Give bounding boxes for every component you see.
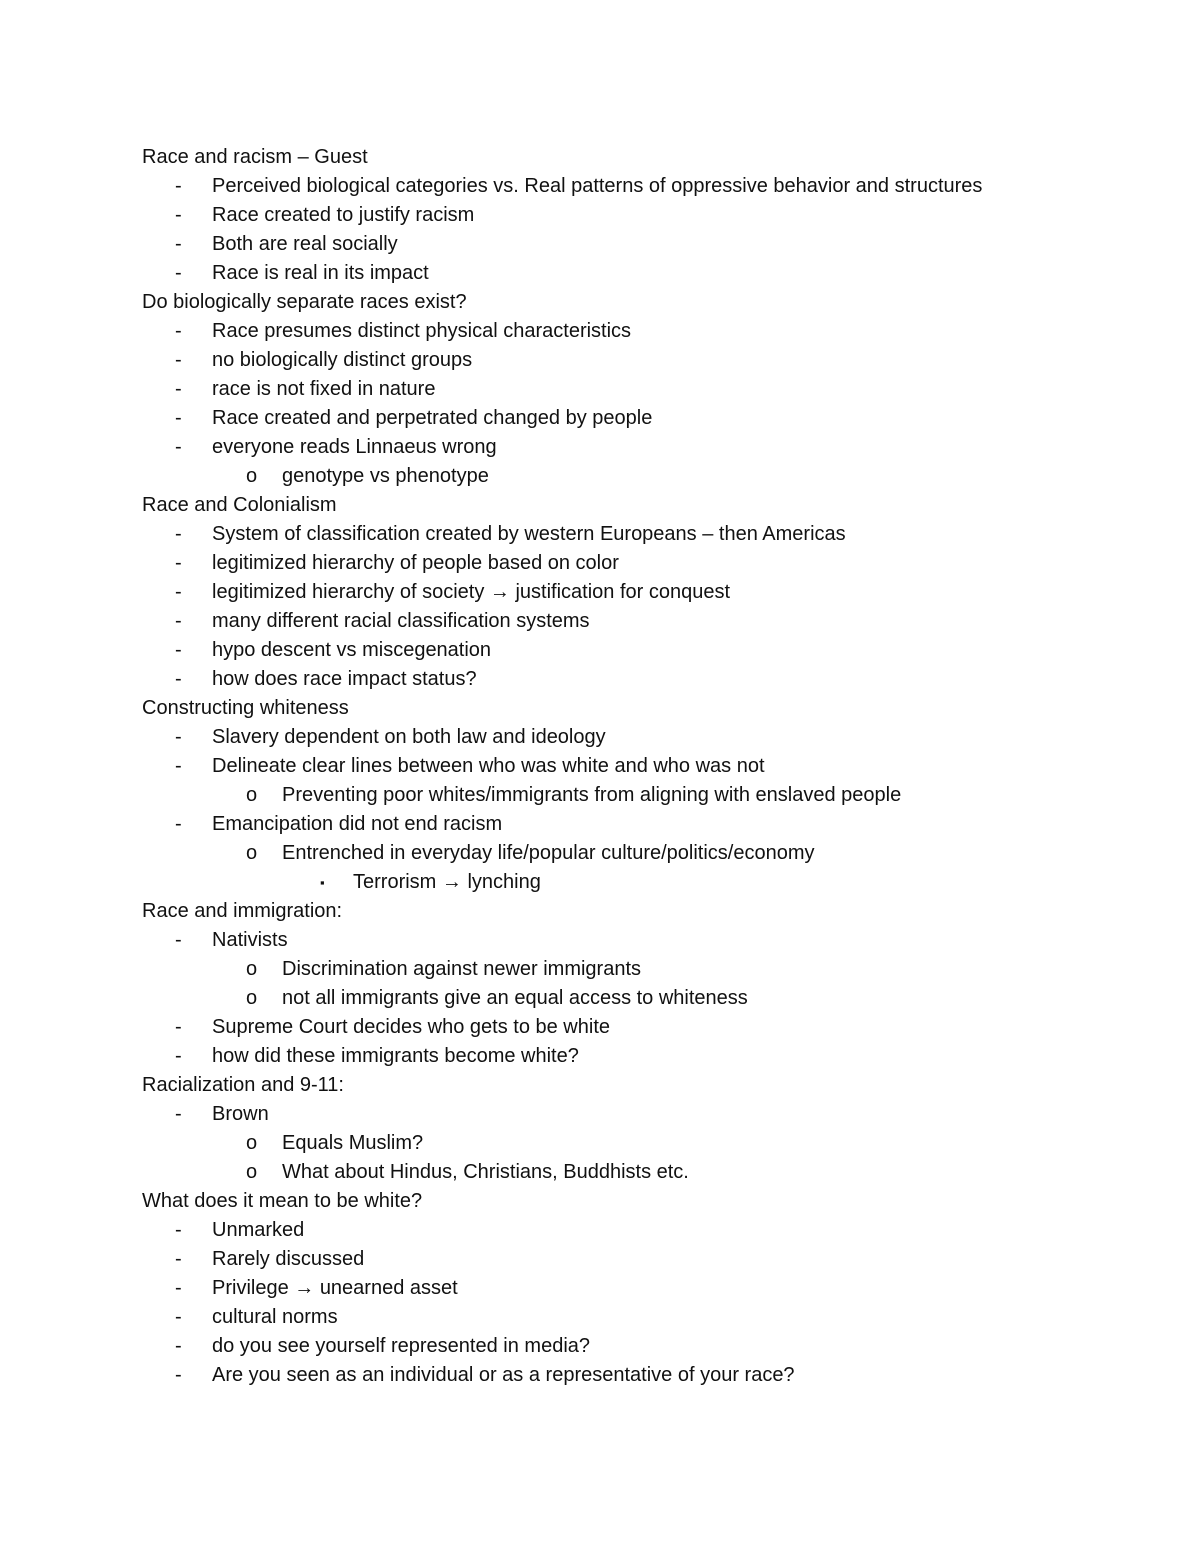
list-item [142, 984, 1102, 1013]
list-item-text: Supreme Court decides who gets to be white [212, 1016, 610, 1038]
dash-bullet-icon: - [175, 233, 182, 255]
list-item [142, 578, 1102, 607]
list-item [142, 868, 1102, 897]
list-item [142, 375, 1102, 404]
section-heading: Race and Colonialism [142, 494, 337, 516]
list-item [142, 810, 1102, 839]
list-item-text: Entrenched in everyday life/popular culture/politics/economy [282, 842, 815, 864]
list-item-text: Delineate clear lines between who was white and who was not [212, 755, 765, 777]
dash-bullet-icon: - [175, 1248, 182, 1270]
list-item-text: Rarely discussed [212, 1248, 365, 1270]
list-item-text: Race is real in its impact [212, 262, 429, 284]
list-item-text: Race created to justify racism [212, 204, 475, 226]
dash-bullet-icon: - [175, 1103, 182, 1125]
dash-bullet-icon: - [175, 813, 182, 835]
dash-bullet-icon: - [175, 929, 182, 951]
list-item [142, 1100, 1102, 1129]
circle-bullet-icon: o [246, 842, 258, 864]
list-item [142, 926, 1102, 955]
list-item-text: do you see yourself represented in media? [212, 1335, 591, 1357]
list-item-text: legitimized hierarchy of society → justification for conquest [212, 581, 731, 603]
dash-bullet-icon: - [175, 407, 182, 429]
section-heading: Race and immigration: [142, 900, 343, 922]
list-item [142, 607, 1102, 636]
circle-bullet-icon: o [246, 465, 258, 487]
list-item-text: cultural norms [212, 1306, 338, 1328]
list-item [142, 172, 1102, 201]
list-item-text: Preventing poor whites/immigrants from aligning with enslaved people [282, 784, 902, 806]
notes-body [142, 143, 1102, 1390]
section-heading: What does it mean to be white? [142, 1190, 423, 1212]
list-item-text: Nativists [212, 929, 288, 951]
list-item [142, 346, 1102, 375]
list-item-text: What about Hindus, Christians, Buddhists etc. [282, 1161, 689, 1183]
dash-bullet-icon: - [175, 1335, 182, 1357]
dash-bullet-icon: - [175, 204, 182, 226]
dash-bullet-icon: - [175, 610, 182, 632]
list-item [142, 230, 1102, 259]
list-item-text: Slavery dependent on both law and ideology [212, 726, 606, 748]
list-item [142, 1332, 1102, 1361]
list-item-text: how does race impact status? [212, 668, 477, 690]
dash-bullet-icon: - [175, 1364, 182, 1386]
list-item [142, 1274, 1102, 1303]
circle-bullet-icon: o [246, 987, 258, 1009]
list-item [142, 636, 1102, 665]
list-item-text: hypo descent vs miscegenation [212, 639, 492, 661]
dash-bullet-icon: - [175, 755, 182, 777]
list-item-text: many different racial classification systems [212, 610, 590, 632]
list-item [142, 1303, 1102, 1332]
list-item-text: Unmarked [212, 1219, 305, 1241]
circle-bullet-icon: o [246, 1161, 258, 1183]
dash-bullet-icon: - [175, 581, 182, 603]
dash-bullet-icon: - [175, 320, 182, 342]
list-item-text: Perceived biological categories vs. Real patterns of oppressive behavior and structures [212, 175, 983, 197]
list-item [142, 955, 1102, 984]
list-item-text: Privilege → unearned asset [212, 1277, 458, 1299]
circle-bullet-icon: o [246, 1132, 258, 1154]
list-item [142, 201, 1102, 230]
list-item [142, 462, 1102, 491]
list-item [142, 781, 1102, 810]
circle-bullet-icon: o [246, 958, 258, 980]
dash-bullet-icon: - [175, 1016, 182, 1038]
list-item-text: Discrimination against newer immigrants [282, 958, 642, 980]
dash-bullet-icon: - [175, 436, 182, 458]
dash-bullet-icon: - [175, 349, 182, 371]
list-item [142, 1042, 1102, 1071]
list-item-text: not all immigrants give an equal access to whiteness [282, 987, 748, 1009]
section-heading: Constructing whiteness [142, 697, 349, 719]
list-item-text: legitimized hierarchy of people based on color [212, 552, 619, 574]
list-item-text: Emancipation did not end racism [212, 813, 503, 835]
dash-bullet-icon: - [175, 1306, 182, 1328]
section-heading: Do biologically separate races exist? [142, 291, 467, 313]
dash-bullet-icon: - [175, 1219, 182, 1241]
list-item [142, 839, 1102, 868]
dash-bullet-icon: - [175, 552, 182, 574]
dash-bullet-icon: - [175, 668, 182, 690]
list-item-text: genotype vs phenotype [282, 465, 489, 487]
dash-bullet-icon: - [175, 1277, 182, 1299]
list-item-text: System of classification created by western Europeans – then Americas [212, 523, 846, 545]
list-item [142, 520, 1102, 549]
dash-bullet-icon: - [175, 378, 182, 400]
section-heading: Race and racism – Guest [142, 146, 368, 168]
dash-bullet-icon: - [175, 175, 182, 197]
list-item [142, 1245, 1102, 1274]
list-item-text: how did these immigrants become white? [212, 1045, 579, 1067]
list-item [142, 723, 1102, 752]
list-item-text: no biologically distinct groups [212, 349, 473, 371]
list-item [142, 404, 1102, 433]
list-item-text: Equals Muslim? [282, 1132, 424, 1154]
list-item-text: Are you seen as an individual or as a representative of your race? [212, 1364, 795, 1386]
list-item [142, 1361, 1102, 1390]
list-item-text: Terrorism → lynching [353, 871, 541, 893]
section-heading: Racialization and 9-11: [142, 1074, 344, 1096]
list-item [142, 752, 1102, 781]
list-item-text: everyone reads Linnaeus wrong [212, 436, 497, 458]
list-item-text: Both are real socially [212, 233, 398, 255]
list-item [142, 1129, 1102, 1158]
list-item [142, 259, 1102, 288]
list-item [142, 1216, 1102, 1245]
list-item-text: Race created and perpetrated changed by people [212, 407, 653, 429]
square-bullet-icon: ▪ [320, 875, 325, 890]
dash-bullet-icon: - [175, 1045, 182, 1067]
dash-bullet-icon: - [175, 523, 182, 545]
circle-bullet-icon: o [246, 784, 258, 806]
list-item [142, 433, 1102, 462]
dash-bullet-icon: - [175, 262, 182, 284]
list-item [142, 549, 1102, 578]
list-item-text: Race presumes distinct physical characteristics [212, 320, 632, 342]
list-item [142, 1013, 1102, 1042]
dash-bullet-icon: - [175, 726, 182, 748]
dash-bullet-icon: - [175, 639, 182, 661]
list-item-text: race is not fixed in nature [212, 378, 436, 400]
list-item-text: Brown [212, 1103, 269, 1125]
list-item [142, 665, 1102, 694]
list-item [142, 1158, 1102, 1187]
list-item [142, 317, 1102, 346]
